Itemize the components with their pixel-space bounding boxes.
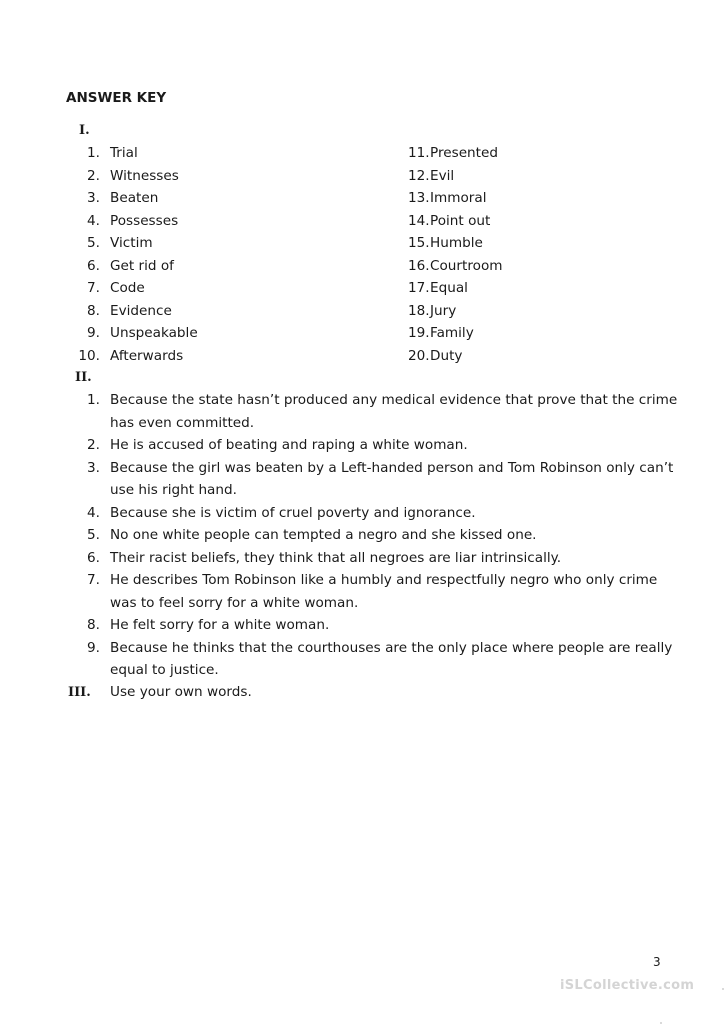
answer-text-line: No one white people can tempted a negro and she kissed one. (110, 527, 537, 543)
list-item-number: 20. (408, 347, 430, 364)
answer-text-line: He felt sorry for a white woman. (110, 617, 330, 633)
list-item-number: 9. (87, 325, 100, 341)
answer-number: 1. (87, 392, 100, 408)
list-item-number: 17. (408, 280, 430, 296)
answer-text-line: He is accused of beating and raping a white woman. (110, 437, 468, 453)
list-item-number: 15. (408, 235, 430, 251)
list-item-text: Afterwards (110, 347, 184, 364)
list-item-number: 3. (87, 190, 100, 206)
list-item-number: 4. (87, 212, 100, 229)
list-item-number: 2. (87, 167, 100, 184)
list-item-number: 7. (87, 280, 100, 296)
list-item-number: 8. (87, 302, 100, 319)
section-3-text: Use your own words. (110, 684, 252, 700)
list-item-text: Beaten (110, 190, 159, 206)
list-item-text: Family (430, 325, 474, 341)
page-number: 3 (653, 955, 661, 969)
speck (722, 988, 724, 990)
answer-number: 5. (87, 527, 100, 543)
list-item-text: Witnesses (110, 167, 179, 184)
answer-text-line: use his right hand. (110, 482, 237, 498)
answer-number: 2. (87, 437, 100, 453)
list-item-text: Unspeakable (110, 325, 198, 341)
answer-text-line: Because he thinks that the courthouses are the only place where people are really (110, 639, 673, 656)
section-3-numeral: III. (68, 685, 91, 700)
list-item-text: Immoral (430, 190, 487, 206)
list-item-text: Duty (430, 347, 463, 364)
answer-text-line: Because the girl was beaten by a Left-handed person and Tom Robinson only can’t (110, 459, 674, 476)
answer-text-line: He describes Tom Robinson like a humbly and respectfully negro who only crime (110, 572, 658, 588)
list-item-number: 19. (408, 325, 430, 341)
answer-number: 3. (87, 459, 100, 476)
list-item-number: 1. (87, 145, 100, 161)
answer-number: 4. (87, 504, 100, 521)
answer-text-line: was to feel sorry for a white woman. (110, 594, 359, 611)
page-title: ANSWER KEY (66, 90, 167, 106)
answer-text-line: Because the state hasn’t produced any medical evidence that prove that the crime (110, 392, 678, 408)
list-item-number: 13. (408, 190, 430, 206)
section-2-numeral: II. (75, 370, 92, 385)
list-item-text: Evil (430, 167, 455, 184)
list-item-number: 6. (87, 257, 100, 274)
answer-text-line: equal to justice. (110, 662, 219, 678)
answer-text-line: Because she is victim of cruel poverty and ignorance. (110, 504, 476, 521)
list-item-number: 10. (78, 347, 100, 364)
list-item-text: Possesses (110, 212, 179, 229)
list-item-text: Jury (430, 302, 457, 319)
answer-text-line: Their racist beliefs, they think that all negroes are liar intrinsically. (110, 549, 562, 566)
list-item-number: 14. (408, 212, 430, 229)
list-item-text: Humble (430, 235, 483, 251)
list-item-text: Evidence (110, 302, 172, 319)
list-item-text: Point out (430, 212, 491, 229)
list-item-text: Courtroom (430, 257, 503, 274)
answer-number: 6. (87, 549, 100, 566)
list-item-number: 18. (408, 302, 430, 319)
list-item-text: Get rid of (110, 257, 174, 274)
answer-number: 7. (87, 572, 100, 588)
list-item-text: Equal (430, 280, 468, 296)
list-item-text: Presented (430, 145, 498, 161)
answer-number: 9. (87, 639, 100, 656)
list-item-text: Trial (110, 145, 138, 161)
list-item-text: Victim (110, 235, 153, 251)
list-item-text: Code (110, 280, 145, 296)
section-1-numeral: I. (79, 123, 90, 138)
list-item-number: 16. (408, 257, 430, 274)
speck (660, 1022, 662, 1024)
watermark-logo: iSLCollective.com (560, 978, 695, 993)
answer-text-line: has even committed. (110, 414, 255, 431)
list-item-number: 11. (408, 145, 430, 161)
list-item-number: 5. (87, 235, 100, 251)
list-item-number: 12. (408, 167, 430, 184)
answer-number: 8. (87, 617, 100, 633)
